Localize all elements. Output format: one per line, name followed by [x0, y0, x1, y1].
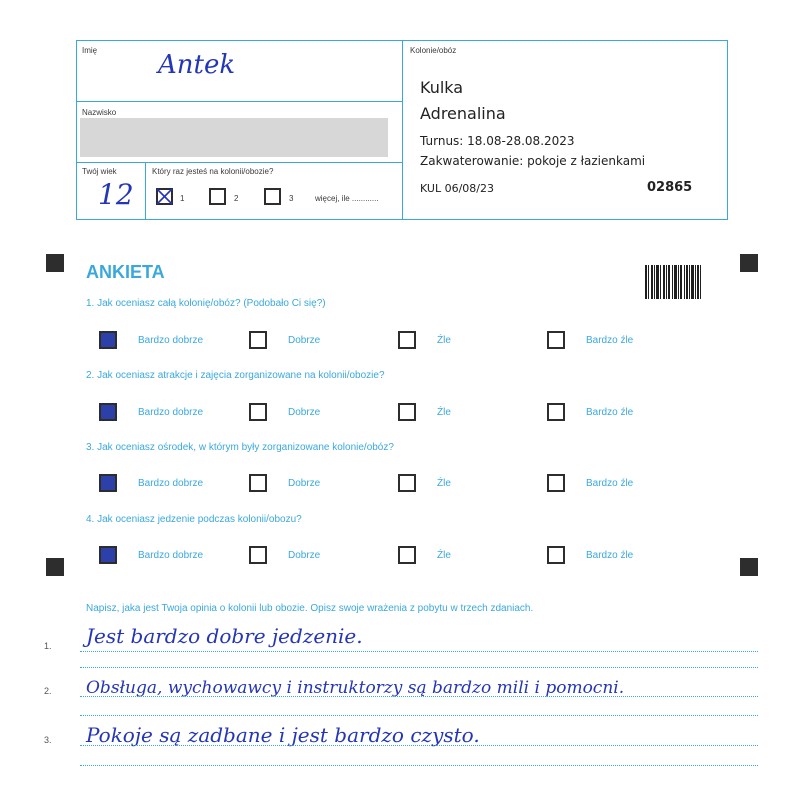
question-1-text: 1. Jak oceniasz całą kolonię/obóz? (Podobało Ci się?)	[86, 298, 326, 309]
registration-mark	[46, 558, 64, 576]
registration-mark	[46, 254, 64, 272]
q4-option-dobrze[interactable]	[249, 546, 267, 564]
dotted-line	[80, 651, 758, 652]
imie-label: Imię	[82, 46, 98, 55]
question-2-text: 2. Jak oceniasz atrakcje i zajęcia zorganizowane na kolonii/obozie?	[86, 370, 385, 381]
form-number: 02865	[647, 180, 693, 195]
dotted-line	[80, 696, 758, 697]
q1-option-label: Dobrze	[288, 335, 321, 346]
q1-option-dobrze[interactable]	[249, 331, 267, 349]
zakwaterowanie: Zakwaterowanie: pokoje z łazienkami	[420, 154, 646, 168]
registration-mark	[740, 558, 758, 576]
q2-option-label: Bardzo źle	[586, 407, 634, 418]
q4-option-label: Dobrze	[288, 550, 321, 561]
q1-option-label: Źle	[437, 335, 451, 346]
ktory-raz-option-more: więcej, ile ............	[315, 194, 379, 203]
q4-option-label: Bardzo dobrze	[138, 550, 204, 561]
q1-option-label: Bardzo źle	[586, 335, 634, 346]
barcode-icon	[645, 265, 701, 299]
ktory-raz-checkbox-1[interactable]	[156, 188, 173, 205]
wiek-value: 12	[98, 178, 134, 211]
q4-option-bardzo-zle[interactable]	[547, 546, 565, 564]
ktory-raz-checkbox-3[interactable]	[264, 188, 281, 205]
q3-option-bardzo-zle[interactable]	[547, 474, 565, 492]
question-3-text: 3. Jak oceniasz ośrodek, w którym były zorganizowane kolonie/obóz?	[86, 442, 394, 453]
q3-option-label: Źle	[437, 478, 451, 489]
q2-option-dobrze[interactable]	[249, 403, 267, 421]
q2-option-bardzo-dobrze[interactable]	[99, 403, 117, 421]
ktory-raz-option-1: 1	[180, 194, 185, 203]
dotted-line	[80, 745, 758, 746]
line-number: 3.	[44, 735, 52, 745]
q2-option-label: Dobrze	[288, 407, 321, 418]
ktory-raz-checkbox-2[interactable]	[209, 188, 226, 205]
q3-option-label: Dobrze	[288, 478, 321, 489]
q4-option-label: Bardzo źle	[586, 550, 634, 561]
q4-option-bardzo-dobrze[interactable]	[99, 546, 117, 564]
q2-option-zle[interactable]	[398, 403, 416, 421]
nazwisko-redacted	[80, 118, 388, 157]
q3-option-zle[interactable]	[398, 474, 416, 492]
camp-code: KUL 06/08/23	[420, 182, 494, 195]
opinion-line-1: Jest bardzo dobre jedzenie.	[86, 624, 363, 648]
q3-option-label: Bardzo źle	[586, 478, 634, 489]
dotted-line	[80, 765, 758, 766]
check-x-icon	[156, 188, 173, 205]
survey-title: ANKIETA	[86, 262, 165, 282]
opinion-line-3: Pokoje są zadbane i jest bardzo czysto.	[86, 723, 480, 747]
wiek-label: Twój wiek	[82, 167, 117, 176]
turnus: Turnus: 18.08-28.08.2023	[420, 134, 575, 148]
question-4-text: 4. Jak oceniasz jedzenie podczas kolonii/obozu?	[86, 514, 302, 525]
q4-option-zle[interactable]	[398, 546, 416, 564]
q3-option-label: Bardzo dobrze	[138, 478, 204, 489]
dotted-line	[80, 667, 758, 668]
camp-name-1: Kulka	[420, 78, 464, 97]
line-number: 2.	[44, 686, 52, 696]
ktory-raz-option-3: 3	[289, 194, 294, 203]
line-number: 1.	[44, 641, 52, 651]
q3-option-bardzo-dobrze[interactable]	[99, 474, 117, 492]
opinion-prompt: Napisz, jaka jest Twoja opinia o kolonii lub obozie. Opisz swoje wrażenia z pobytu w trzech zdaniach.	[86, 603, 534, 614]
imie-value: Antek	[158, 50, 236, 80]
q2-option-bardzo-zle[interactable]	[547, 403, 565, 421]
q1-option-bardzo-dobrze[interactable]	[99, 331, 117, 349]
q1-option-bardzo-zle[interactable]	[547, 331, 565, 349]
ktory-raz-label: Który raz jesteś na kolonii/obozie?	[152, 167, 274, 176]
q1-option-zle[interactable]	[398, 331, 416, 349]
kolonie-label: Kolonie/obóz	[410, 46, 457, 55]
ktory-raz-option-2: 2	[234, 194, 239, 203]
q4-option-label: Źle	[437, 550, 451, 561]
registration-mark	[740, 254, 758, 272]
q1-option-label: Bardzo dobrze	[138, 335, 204, 346]
nazwisko-label: Nazwisko	[82, 108, 117, 117]
camp-name-2: Adrenalina	[420, 104, 506, 123]
q3-option-dobrze[interactable]	[249, 474, 267, 492]
dotted-line	[80, 715, 758, 716]
q2-option-label: Bardzo dobrze	[138, 407, 204, 418]
opinion-line-2: Obsługa, wychowawcy i instruktorzy są bardzo mili i pomocni.	[86, 678, 625, 698]
q2-option-label: Źle	[437, 407, 451, 418]
